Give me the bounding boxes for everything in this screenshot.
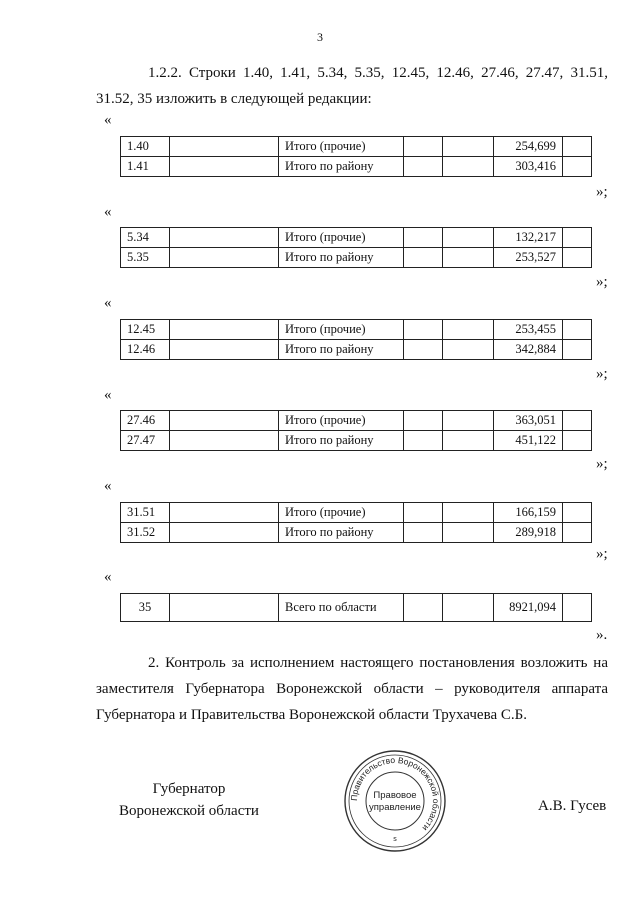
row-number: 5.35 [121,248,170,268]
blank-cell [443,340,494,360]
blank-cell [404,137,443,157]
row-value: 253,455 [494,320,563,340]
blank-cell [404,248,443,268]
blank-cell [443,137,494,157]
blank-cell [404,411,443,431]
row-value: 363,051 [494,411,563,431]
control-paragraph: 2. Контроль за исполнением настоящего постановления возложить на заместителя Губернатора Воронежской области – руководителя аппарата Губернатора и Правительства Воронежской области Трухачева С.Б. [96,655,608,723]
legal-department-stamp [342,748,448,854]
row-number: 5.34 [121,228,170,248]
open-quote: « [104,569,112,585]
blank-cell [443,320,494,340]
blank-cell [404,157,443,177]
row-label: Итого (прочие) [279,137,404,157]
row-number: 31.51 [121,503,170,523]
blank-cell [170,157,279,177]
blank-cell [170,431,279,451]
blank-cell [404,523,443,543]
table-row [121,503,592,523]
blank-cell [563,340,592,360]
open-quote: « [104,295,112,311]
row-number: 27.46 [121,411,170,431]
blank-cell [563,137,592,157]
close-quote: ». [596,627,608,643]
table-row [121,320,592,340]
row-number: 35 [121,594,170,622]
signature-title-line1: Губернатор [152,781,226,797]
blank-cell [404,320,443,340]
blank-cell [443,248,494,268]
row-value: 166,159 [494,503,563,523]
open-quote: « [104,387,112,403]
blank-cell [404,503,443,523]
row-label: Итого (прочие) [279,228,404,248]
row-label: Итого по району [279,523,404,543]
row-value: 8921,094 [494,594,563,622]
blank-cell [404,340,443,360]
table-row [121,137,592,157]
blank-cell [563,320,592,340]
intro-paragraph: 1.2.2. Строки 1.40, 1.41, 5.34, 5.35, 12.45, 12.46, 27.46, 27.47, 31.51, 31.52, 35 изложить в следующей редакции: [96,65,608,107]
stamp-ring-text: Правительство Воронежской области [348,754,442,834]
row-value: 132,217 [494,228,563,248]
row-number: 1.40 [121,137,170,157]
open-quote: « [104,478,112,494]
table-row [121,248,592,268]
row-number: 31.52 [121,523,170,543]
close-quote: »; [596,366,608,382]
blank-cell [563,431,592,451]
close-quote: »; [596,546,608,562]
close-quote: »; [596,184,608,200]
row-value: 253,527 [494,248,563,268]
amendment-table [120,227,592,268]
table-row [121,594,592,622]
blank-cell [170,503,279,523]
blank-cell [443,157,494,177]
page-number: 3 [317,30,323,44]
blank-cell [443,431,494,451]
row-label: Итого (прочие) [279,411,404,431]
stamp-bottom-mark: s [393,836,397,843]
row-label: Итого (прочие) [279,503,404,523]
row-number: 27.47 [121,431,170,451]
signature-title [104,778,274,822]
signature-title-line2: Воронежской области [119,803,259,819]
blank-cell [563,594,592,622]
table-row [121,523,592,543]
table-row [121,157,592,177]
blank-cell [563,228,592,248]
blank-cell [563,503,592,523]
row-value: 303,416 [494,157,563,177]
row-value: 289,918 [494,523,563,543]
amendment-table [120,502,592,543]
table-row [121,431,592,451]
signatory-name: А.В. Гусев [538,798,607,814]
row-value: 342,884 [494,340,563,360]
blank-cell [170,411,279,431]
row-label: Всего по области [279,594,404,622]
amendment-table [120,319,592,360]
open-quote: « [104,112,112,128]
close-quote: »; [596,456,608,472]
blank-cell [443,411,494,431]
stamp-center-line2: управление [369,802,421,813]
blank-cell [443,523,494,543]
blank-cell [170,340,279,360]
blank-cell [443,594,494,622]
table-row [121,411,592,431]
row-label: Итого (прочие) [279,320,404,340]
blank-cell [443,228,494,248]
blank-cell [170,594,279,622]
row-label: Итого по району [279,248,404,268]
stamp-center-line1: Правовое [373,790,417,801]
blank-cell [563,248,592,268]
row-label: Итого по району [279,157,404,177]
blank-cell [170,320,279,340]
blank-cell [443,503,494,523]
blank-cell [170,228,279,248]
row-label: Итого по району [279,431,404,451]
blank-cell [170,523,279,543]
blank-cell [170,137,279,157]
amendment-table [120,593,592,622]
row-value: 254,699 [494,137,563,157]
close-quote: »; [596,274,608,290]
amendment-table [120,410,592,451]
row-number: 12.46 [121,340,170,360]
amendment-table [120,136,592,177]
row-label: Итого по району [279,340,404,360]
blank-cell [563,157,592,177]
blank-cell [404,228,443,248]
row-value: 451,122 [494,431,563,451]
blank-cell [404,594,443,622]
blank-cell [404,431,443,451]
table-row [121,340,592,360]
table-row [121,228,592,248]
open-quote: « [104,204,112,220]
blank-cell [563,411,592,431]
blank-cell [170,248,279,268]
row-number: 1.41 [121,157,170,177]
blank-cell [563,523,592,543]
row-number: 12.45 [121,320,170,340]
